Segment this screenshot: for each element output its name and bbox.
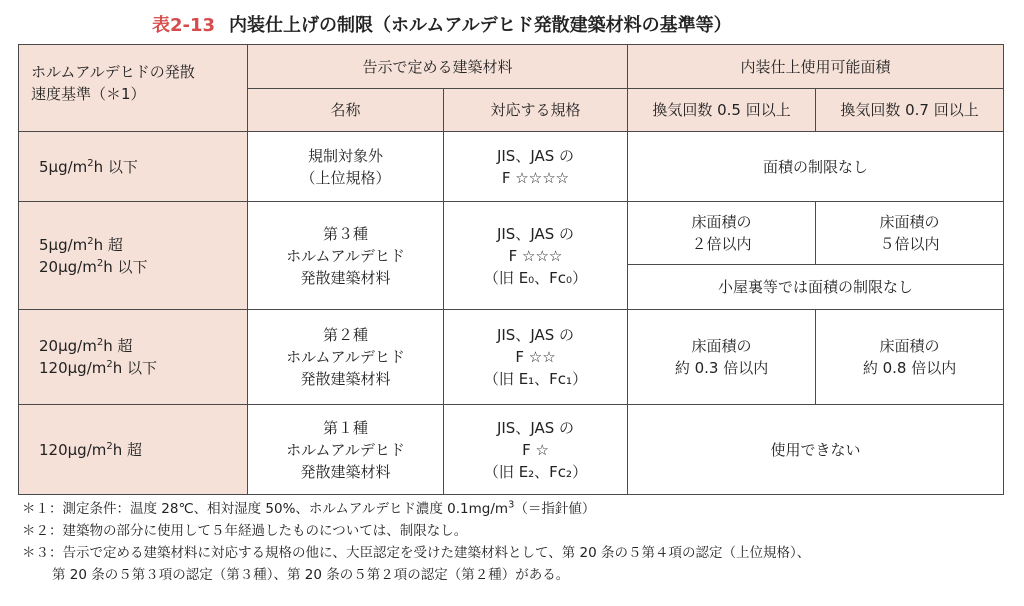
rate-cell: $120\mu g/m^2h$ 超 <box>19 405 248 495</box>
area-05-cell: 床面積の ２倍以内 <box>628 202 816 265</box>
standard-cell: JIS、JAS の F ☆☆ （旧 E₁、Fc₁） <box>444 310 628 405</box>
table-title <box>152 10 732 38</box>
rate-cell: $5\mu g/m^2h$ 超 $20\mu g/m^2h$ 以下 <box>19 202 248 310</box>
header-rate-standard: ホルムアルデヒドの発散 速度基準（＊1） <box>19 45 248 132</box>
header-material-group: 告示で定める建築材料 <box>248 45 628 89</box>
footnote-3-cont: 第 20 条の５第３項の認定（第３種）、第 20 条の５第２項の認定（第２種）がある。 <box>52 567 570 583</box>
standard-cell: JIS、JAS の F ☆☆☆ （旧 E₀、Fc₀） <box>444 202 628 310</box>
header-area-group: 内装仕上使用可能面積 <box>628 45 1004 89</box>
table-row <box>19 310 1004 405</box>
area-cell: 面積の制限なし <box>628 132 1004 202</box>
table-number: 表2-13 <box>152 15 216 36</box>
footnote-3: ＊３：告示で定める建築材料に対応する規格の他に、大臣認定を受けた建築材料として、第 20 条の５第４項の認定（上位規格）、 <box>22 545 811 561</box>
header-standard: 対応する規格 <box>444 89 628 132</box>
rate-cell: $5\mu g/m^2h$ 以下 <box>19 132 248 202</box>
name-cell: 規制対象外 （上位規格） <box>248 132 444 202</box>
table-row <box>19 132 1004 202</box>
table-title-text: 内装仕上げの制限（ホルムアルデヒド発散建築材料の基準等） <box>229 15 732 36</box>
name-cell: 第２種 ホルムアルデヒド 発散建築材料 <box>248 310 444 405</box>
area-07-cell: 床面積の 約 0.8 倍以内 <box>816 310 1004 405</box>
name-cell: 第３種 ホルムアルデヒド 発散建築材料 <box>248 202 444 310</box>
header-vent-05: 換気回数 0.5 回以上 <box>628 89 816 132</box>
area-07-cell: 床面積の ５倍以内 <box>816 202 1004 265</box>
table-row <box>19 405 1004 495</box>
standard-cell: JIS、JAS の F ☆☆☆☆ <box>444 132 628 202</box>
footnotes <box>22 498 810 586</box>
name-cell: 第１種 ホルムアルデヒド 発散建築材料 <box>248 405 444 495</box>
area-cell: 使用できない <box>628 405 1004 495</box>
area-attic-cell: 小屋裏等では面積の制限なし <box>628 265 1004 310</box>
rate-cell: $20\mu g/m^2h$ 超 $120\mu g/m^2h$ 以下 <box>19 310 248 405</box>
table-row <box>19 202 1004 265</box>
area-05-cell: 床面積の 約 0.3 倍以内 <box>628 310 816 405</box>
footnote-2: ＊２：建築物の部分に使用して５年経過したものについては、制限なし。 <box>22 523 468 539</box>
footnote-1: ＊１：測定条件：温度 28℃、相対湿度 50%、ホルムアルデヒド濃度 $0.1mg/m^3(=$指針値） <box>22 499 596 517</box>
header-name: 名称 <box>248 89 444 132</box>
standard-cell: JIS、JAS の F ☆ （旧 E₂、Fc₂） <box>444 405 628 495</box>
formaldehyde-restriction-table <box>18 44 1004 495</box>
header-vent-07: 換気回数 0.7 回以上 <box>816 89 1004 132</box>
